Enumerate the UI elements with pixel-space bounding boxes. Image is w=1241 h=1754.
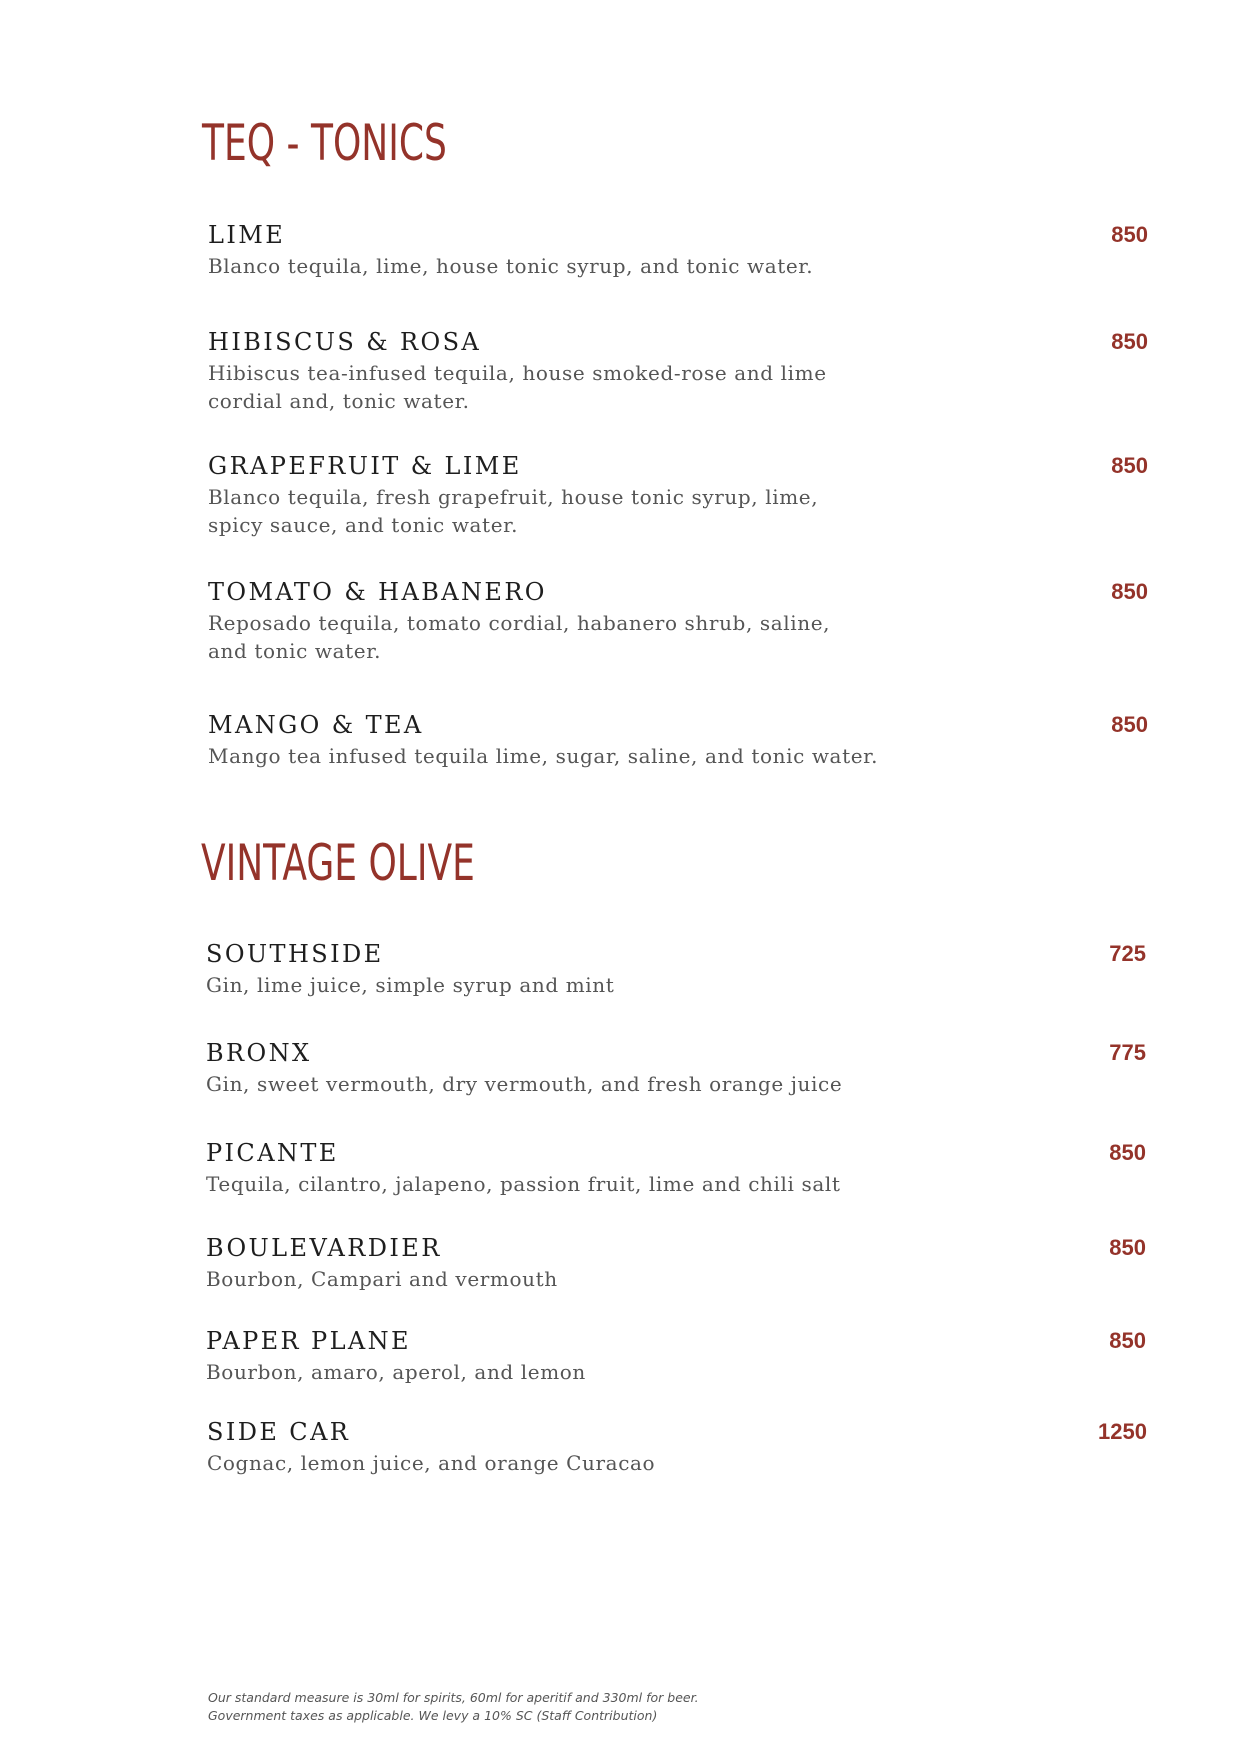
menu-item-picante [206,1138,1146,1198]
item-price: 850 [1109,1328,1146,1353]
item-name: BRONX [206,1039,312,1067]
menu-item-grapefruit-lime [208,451,1148,539]
item-price: 850 [1111,579,1148,604]
item-price: 725 [1109,941,1146,966]
menu-item-tomato-habanero [208,577,1148,665]
item-name: PICANTE [206,1139,339,1167]
menu-item-bronx [206,1038,1146,1098]
item-description: Gin, lime juice, simple syrup and mint [206,973,615,997]
menu-item-paper-plane [206,1326,1146,1386]
item-description: Hibiscus tea-infused tequila, house smoked-rose and lime cordial and, tonic water. [208,361,827,413]
item-description: Blanco tequila, lime, house tonic syrup, and tonic water. [208,254,814,278]
item-description: Cognac, lemon juice, and orange Curacao [207,1451,656,1475]
menu-item-hibiscus-rosa [208,327,1148,415]
item-description: Gin, sweet vermouth, dry vermouth, and fresh orange juice [206,1072,843,1096]
item-price: 850 [1109,1140,1146,1165]
item-price: 850 [1111,453,1148,478]
item-price: 850 [1111,712,1148,737]
item-description: Bourbon, Campari and vermouth [206,1267,558,1291]
item-name: GRAPEFRUIT & LIME [208,452,522,480]
item-name: LIME [208,221,286,249]
footnote [208,1689,699,1725]
item-description: Tequila, cilantro, jalapeno, passion fruit, lime and chili salt [206,1172,841,1196]
item-description: Mango tea infused tequila lime, sugar, saline, and tonic water. [208,744,879,768]
item-name: BOULEVARDIER [206,1234,442,1262]
menu-item-boulevardier [206,1233,1146,1293]
item-name: TOMATO & HABANERO [208,578,547,606]
menu-item-side-car [207,1417,1147,1477]
section-title-vintage-olive: VINTAGE OLIVE [201,834,475,892]
item-price: 775 [1109,1040,1146,1065]
item-price: 850 [1111,329,1148,354]
item-name: HIBISCUS & ROSA [208,328,482,356]
section-title-teq-tonics: TEQ - TONICS [202,114,447,172]
item-name: SOUTHSIDE [206,940,384,968]
item-name: PAPER PLANE [206,1327,411,1355]
item-description: Blanco tequila, fresh grapefruit, house tonic syrup, lime, spicy sauce, and tonic water. [208,485,819,537]
menu-item-southside [206,939,1146,999]
item-description: Reposado tequila, tomato cordial, habanero shrub, saline, and tonic water. [208,611,831,663]
item-price: 850 [1111,222,1148,247]
footnote-taxes: Government taxes as applicable. We levy a 10% SC (Staff Contribution) [208,1708,658,1723]
item-price: 1250 [1098,1419,1147,1444]
item-name: SIDE CAR [207,1418,351,1446]
item-price: 850 [1109,1235,1146,1260]
menu-item-mango-tea [208,710,1148,770]
menu-item-lime [208,220,1148,280]
item-description: Bourbon, amaro, aperol, and lemon [206,1360,586,1384]
item-name: MANGO & TEA [208,711,424,739]
footnote-measures: Our standard measure is 30ml for spirits, 60ml for aperitif and 330ml for beer. [208,1690,699,1705]
